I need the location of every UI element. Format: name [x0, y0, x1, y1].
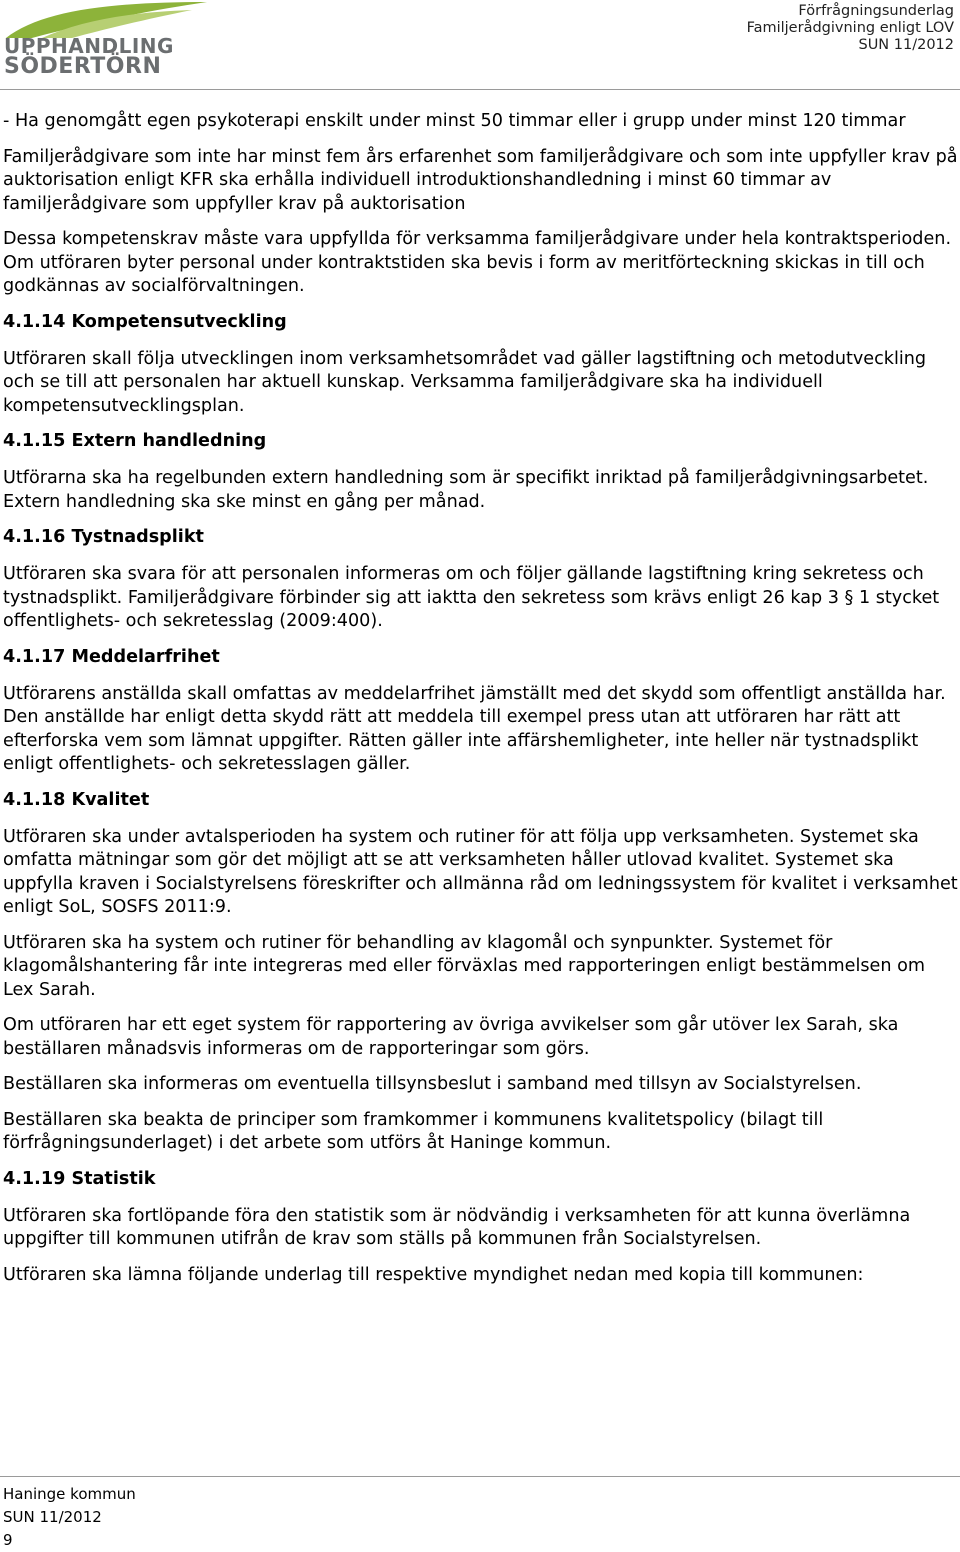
document-body	[3, 110, 958, 1299]
paragraph: Utföraren ska ha system och rutiner för behandling av klagomål och synpunkter. Systemet för klagomålshantering får inte integreras med eller förväxlas med rapporteringen enligt bestämmelsen om Lex Sarah.	[3, 932, 926, 1000]
document-title: Familjerådgivning enligt LOV	[746, 20, 954, 36]
paragraph: Utförarens anställda skall omfattas av meddelarfrihet jämställt med det skydd som offentligt anställda har. Den anställde har enligt detta skydd rätt att meddela till exempel press utan att utföraren har rätt att efterforska vem som lämnat uppgifter. Rätten gäller inte affärshemligheter, inte heller när tystnadsplikt enligt offentlighets- och sekretesslagen gäller.	[3, 683, 946, 774]
upphandling-sodertorn-logo	[2, 0, 212, 82]
section-heading: 4.1.19 Statistik	[3, 1168, 156, 1189]
document-reference: SUN 11/2012	[858, 37, 954, 53]
paragraph: Beställaren ska beakta de principer som framkommer i kommunens kvalitetspolicy (bilagt till förfrågningsunderlaget) i det arbete som utförs åt Haninge kommun.	[3, 1109, 824, 1153]
paragraph: Utföraren ska under avtalsperioden ha system och rutiner för att följa upp verksamheten. Systemet ska omfatta mätningar som gör det möjligt att se att verksamheten håller utlovad kvalitet. Systemet ska uppfylla kraven i Socialstyrelsens föreskrifter och allmänna råd om ledningssystem för kvalitet i verksamhet enligt SoL, SOSFS 2011:9.	[3, 826, 958, 917]
footer-reference: SUN 11/2012	[3, 1508, 102, 1526]
section-heading: 4.1.17 Meddelarfrihet	[3, 646, 220, 667]
document-type: Förfrågningsunderlag	[798, 3, 954, 19]
logo-text-line1: UPPHANDLING	[4, 34, 174, 58]
section-heading: 4.1.15 Extern handledning	[3, 431, 267, 451]
paragraph: Utföraren ska fortlöpande föra den statistik som är nödvändig i verksamheten för att kunna överlämna uppgifter till kommunen utifrån de krav som ställs på kommunen från Socialstyrelsen.	[3, 1205, 911, 1249]
section-heading: 4.1.18 Kvalitet	[3, 789, 150, 810]
section-heading: 4.1.16 Tystnadsplikt	[3, 527, 204, 547]
header-divider	[0, 89, 960, 90]
paragraph: Dessa kompetenskrav måste vara uppfyllda för verksamma familjerådgivare under hela kontraktsperioden. Om utföraren byter personal under kontraktstiden ska bevis i form av meritförteckning skickas in till och godkännas av socialförvaltningen.	[3, 229, 952, 296]
footer-divider	[0, 1476, 960, 1477]
paragraph: Utförarna ska ha regelbunden extern handledning som är specifikt inriktad på familjerådgivningsarbetet. Extern handledning ska ske minst en gång per månad.	[3, 468, 929, 512]
page-header	[0, 0, 960, 90]
section-heading: 4.1.14 Kompetensutveckling	[3, 311, 287, 332]
page-number: 9	[3, 1531, 13, 1549]
page-footer	[3, 1483, 136, 1552]
document-info	[747, 3, 954, 54]
paragraph: Om utföraren har ett eget system för rapportering av övriga avvikelser som går utöver lex Sarah, ska beställaren månadsvis informeras om de rapporteringar som görs.	[3, 1015, 899, 1059]
paragraph: Utföraren ska svara för att personalen informeras om och följer gällande lagstiftning kring sekretess och tystnadsplikt. Familjerådgivare förbinder sig att iaktta den sekretess som krävs enligt 26 kap 3 § 1 stycket offentlighets- och sekretesslag (2009:400).	[3, 564, 940, 631]
paragraph: Utföraren ska lämna följande underlag till respektive myndighet nedan med kopia till kommunen:	[3, 1264, 864, 1285]
paragraph: Utföraren skall följa utvecklingen inom verksamhetsområdet vad gäller lagstiftning och metodutveckling och se till att personalen har aktuell kunskap. Verksamma familjerådgivare ska ha individuell kompetensutvecklingsplan.	[3, 348, 927, 416]
footer-organization: Haninge kommun	[3, 1485, 136, 1503]
paragraph: Familjerådgivare som inte har minst fem års erfarenhet som familjerådgivare och som inte uppfyller krav på auktorisation enligt KFR ska erhålla individuell introduktionshandledning i minst 60 timmar av familjerådgivare som uppfyller krav på auktorisation	[3, 146, 958, 214]
bullet-paragraph: - Ha genomgått egen psykoterapi enskilt under minst 50 timmar eller i grupp under minst 120 timmar	[3, 111, 906, 131]
paragraph: Beställaren ska informeras om eventuella tillsynsbeslut i samband med tillsyn av Socialstyrelsen.	[3, 1074, 862, 1094]
logo-text-line2: SÖDERTÖRN	[4, 54, 162, 79]
